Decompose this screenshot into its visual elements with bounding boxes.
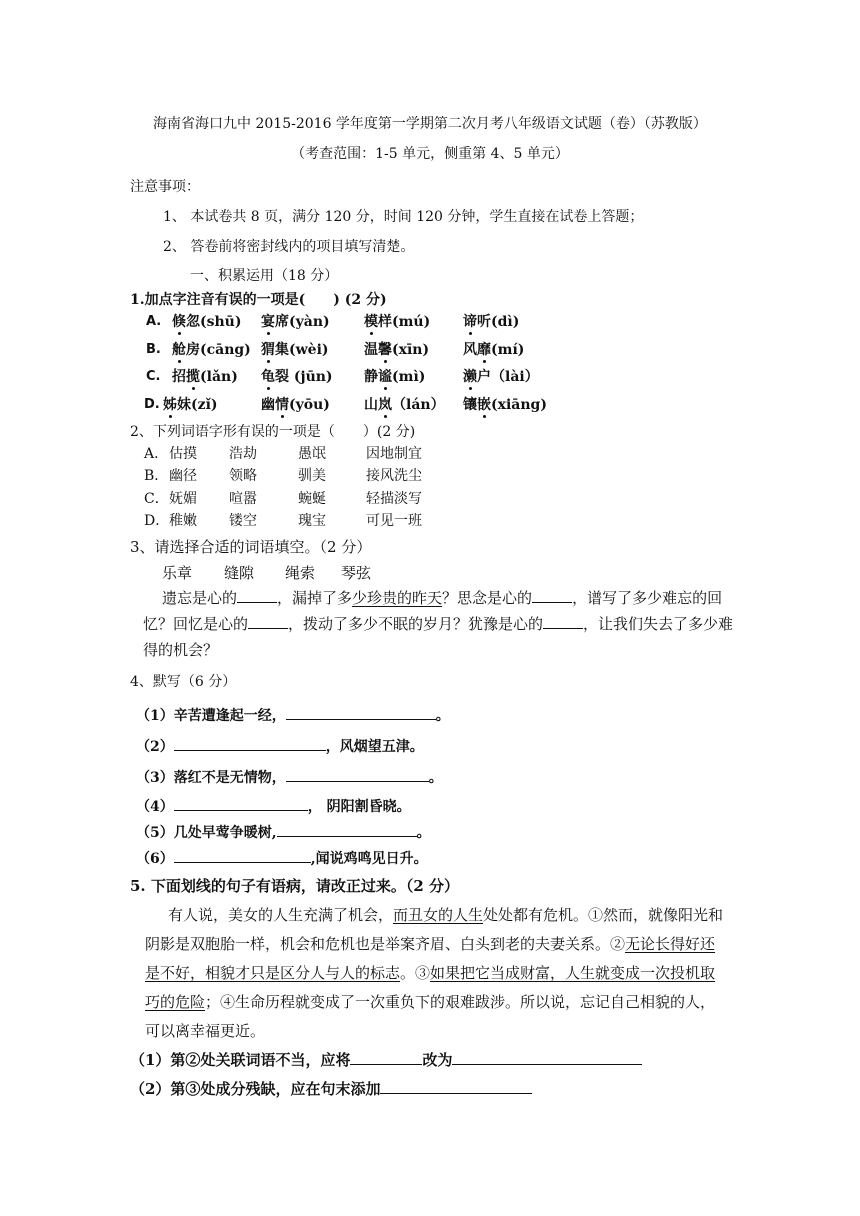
q1-word-text: (xiāng) bbox=[491, 397, 547, 413]
q1-word bbox=[463, 340, 524, 360]
q1-word-text: 风 bbox=[463, 342, 477, 358]
q2-word: 领略 bbox=[229, 468, 257, 484]
q3-text: ，漏掉了多 bbox=[277, 589, 353, 607]
q1-word-text: 忽(shū) bbox=[186, 314, 242, 330]
q1-word bbox=[364, 312, 430, 332]
q3-option-word: 琴弦 bbox=[341, 564, 372, 582]
q5-stem: 5. 下面划线的句子有语病，请改正过来。（2 分） bbox=[130, 877, 460, 895]
notes-item-2: 2、 答卷前将密封线内的项目填写清楚。 bbox=[163, 239, 415, 255]
q5-passage-line-4 bbox=[145, 990, 715, 1014]
answer-blank-replacement[interactable] bbox=[452, 1050, 642, 1065]
answer-blank-addition[interactable] bbox=[380, 1079, 532, 1094]
q1-dotted-char: 模 bbox=[364, 314, 378, 330]
dictation-blank[interactable] bbox=[174, 848, 311, 863]
notes-heading: 注意事项： bbox=[130, 179, 200, 195]
q5-text: 。③ bbox=[400, 964, 431, 982]
q1-word bbox=[163, 395, 218, 415]
q4-given-text: 。 bbox=[428, 770, 443, 786]
q1-dotted-char: 姊 bbox=[163, 397, 177, 413]
q3-option-word: 缝隙 bbox=[224, 564, 255, 582]
q4-given-text: 几处早莺争暖树, bbox=[173, 825, 277, 841]
q2-stem: 2、下列词语字形有误的一项是（ ）(2 分) bbox=[130, 424, 416, 440]
q4-given-text: 。 bbox=[416, 825, 431, 841]
dictation-blank[interactable] bbox=[174, 736, 326, 751]
q3-text: ，谱写了多少难忘的回 bbox=[572, 589, 723, 607]
q2-option-label: B． bbox=[144, 468, 169, 484]
q1-dotted-char: 濑 bbox=[463, 369, 477, 385]
q4-line bbox=[136, 848, 428, 869]
q4-line bbox=[136, 796, 411, 817]
q4-number: （3） bbox=[136, 770, 174, 786]
q2-word: 因地制宜 bbox=[366, 446, 422, 462]
q4-stem: 4、默写（6 分） bbox=[130, 674, 237, 690]
q2-word: 幽径 bbox=[169, 468, 197, 484]
q2-word: 估摸 bbox=[169, 446, 197, 462]
q5-underlined-text: 而丑女的人生 bbox=[393, 906, 484, 924]
q4-line bbox=[136, 736, 424, 757]
q3-paragraph-line-3: 得的机会？ bbox=[143, 641, 219, 659]
fill-blank-1[interactable] bbox=[237, 588, 277, 603]
q2-word: 瑰宝 bbox=[298, 513, 326, 529]
q2-word: 接风洗尘 bbox=[366, 468, 422, 484]
q1-word bbox=[261, 367, 333, 387]
q5-passage-line-1 bbox=[168, 903, 723, 927]
q1-option-label: C. bbox=[146, 369, 161, 384]
q1-word-text: 样(mú) bbox=[378, 314, 431, 330]
q1-dotted-char: 嵌 bbox=[477, 397, 491, 413]
q2-option-label: C． bbox=[144, 491, 169, 507]
q2-option-label: A． bbox=[144, 446, 169, 462]
q1-stem: 1.加点字注音有误的一项是( ) (2 分) bbox=[130, 292, 387, 308]
q1-word bbox=[172, 312, 242, 332]
q4-number: （6） bbox=[136, 851, 174, 867]
q5-text: 处处都有危机。①然而，就像阳光和 bbox=[483, 906, 724, 924]
q2-word: 喧嚣 bbox=[229, 491, 257, 507]
q2-option-label: D． bbox=[144, 513, 170, 529]
q3-text: 忆？回忆是心的 bbox=[143, 615, 249, 633]
q5-sub-text: （2）第③处成分残缺，应在句末添加 bbox=[130, 1080, 381, 1098]
q4-given-text: 落红不是无情物， bbox=[173, 770, 286, 786]
q5-underlined-text: 是不好，相貌才只是区分人与人的标志 bbox=[145, 964, 401, 982]
q4-number: （1） bbox=[136, 708, 174, 724]
dictation-blank[interactable] bbox=[286, 767, 429, 782]
q1-dotted-char: 馨 bbox=[378, 342, 392, 358]
q1-word-text: 妹(zǐ) bbox=[177, 397, 218, 413]
q1-word-text: 听(dì) bbox=[477, 314, 520, 330]
q4-line bbox=[136, 767, 443, 788]
section-heading: 一、积累运用（18 分） bbox=[190, 268, 339, 284]
q4-given-text: ，风烟望五津。 bbox=[325, 739, 424, 755]
q3-text: 遗忘是心的 bbox=[162, 589, 238, 607]
q3-option-word: 乐章 bbox=[162, 564, 193, 582]
q1-dotted-char: 谧 bbox=[378, 369, 392, 385]
q2-word: 妩媚 bbox=[169, 491, 197, 507]
q1-word-text: (yōu) bbox=[289, 397, 330, 413]
q5-sub-1 bbox=[130, 1050, 642, 1070]
q1-word-text: 集(wèi) bbox=[275, 342, 329, 358]
q1-dotted-char: 揽 bbox=[186, 369, 200, 385]
q1-dotted-char: 猬 bbox=[261, 342, 275, 358]
q1-option-label: A. bbox=[146, 314, 162, 329]
dictation-blank[interactable] bbox=[174, 796, 308, 811]
q1-option-label: D. bbox=[144, 397, 160, 412]
q1-word-text: 席(yàn) bbox=[275, 314, 330, 330]
q2-word: 蜿蜒 bbox=[298, 491, 326, 507]
fill-blank-4[interactable] bbox=[543, 614, 583, 629]
q2-word: 稚嫩 bbox=[169, 513, 197, 529]
q2-word: 镂空 bbox=[229, 513, 257, 529]
q1-word bbox=[172, 340, 251, 360]
q5-underlined-text: 巧的危险 bbox=[145, 993, 206, 1011]
notes-item-1: 1、 本试卷共 8 页，满分 120 分，时间 120 分钟，学生直接在试卷上答题； bbox=[163, 209, 644, 225]
q1-word bbox=[463, 395, 547, 415]
q5-passage-line-5: 可以离幸福更近。 bbox=[145, 1022, 266, 1040]
q1-dotted-char: 宴 bbox=[261, 314, 275, 330]
q3-underlined-text: 少珍贵的昨天 bbox=[352, 589, 443, 607]
q1-option-label: B. bbox=[146, 342, 161, 357]
q3-text: ，让我们失去了多少难 bbox=[583, 615, 734, 633]
q4-line bbox=[136, 705, 450, 726]
q1-word bbox=[261, 312, 330, 332]
q5-sub-2 bbox=[130, 1079, 532, 1099]
q1-word-text: (mì) bbox=[392, 369, 426, 385]
q5-sub-text: 改为 bbox=[422, 1051, 453, 1069]
q4-number: （2） bbox=[136, 739, 174, 755]
q5-text: 阴影是双胞胎一样，机会和危机也是举案齐眉、白头到老的夫妻关系。② bbox=[145, 935, 626, 953]
q1-word-text: (mí) bbox=[491, 342, 525, 358]
q1-word-text: 镶 bbox=[463, 397, 477, 413]
q5-passage-line-2 bbox=[145, 932, 715, 956]
q1-dotted-char: 舱 bbox=[172, 342, 186, 358]
q3-option-word: 绳索 bbox=[285, 564, 316, 582]
q2-word: 愚氓 bbox=[298, 446, 326, 462]
q1-word bbox=[364, 367, 425, 387]
q1-word-text: （lán） bbox=[392, 397, 445, 413]
q1-word bbox=[463, 312, 519, 332]
q1-word-text: (lǎn) bbox=[200, 369, 238, 385]
q1-word bbox=[364, 395, 445, 415]
q1-dotted-char: 谛 bbox=[463, 314, 477, 330]
q3-text: ？思念是心的 bbox=[442, 589, 533, 607]
q1-word-text: 招 bbox=[172, 369, 186, 385]
q1-word bbox=[261, 340, 329, 360]
q1-dotted-char: 岚 bbox=[378, 397, 392, 413]
q4-line bbox=[136, 822, 431, 843]
answer-blank-original[interactable] bbox=[350, 1050, 422, 1065]
fill-blank-2[interactable] bbox=[532, 588, 572, 603]
exam-scope: （考查范围：1-5 单元，侧重第 4、5 单元） bbox=[291, 146, 569, 162]
q5-text: 有人说，美女的人生充满了机会， bbox=[168, 906, 394, 924]
q1-word-text: 山 bbox=[364, 397, 378, 413]
q5-text: ；④生命历程就变成了一次重负下的艰难跋涉。所以说，忘记自己相貌的人， bbox=[205, 993, 716, 1011]
q4-given-text: 。 bbox=[435, 708, 450, 724]
q1-dotted-char: 倏 bbox=[172, 314, 186, 330]
dictation-blank[interactable] bbox=[286, 705, 436, 720]
q1-word bbox=[463, 367, 539, 387]
q1-word bbox=[364, 340, 429, 360]
q5-underlined-text: 无论长得好还 bbox=[625, 935, 716, 953]
q5-passage-line-3 bbox=[145, 961, 715, 985]
q4-number: （5） bbox=[136, 825, 174, 841]
q1-word bbox=[261, 395, 330, 415]
q1-word-text: 静 bbox=[364, 369, 378, 385]
q3-paragraph-line-2 bbox=[143, 614, 733, 634]
q5-underlined-text: 如果把它当成财富，人生就变成一次投机取 bbox=[430, 964, 716, 982]
q1-word-text: 房(cāng) bbox=[186, 342, 251, 358]
q4-number: （4） bbox=[136, 799, 174, 815]
dictation-blank[interactable] bbox=[277, 822, 417, 837]
q2-word: 轻描淡写 bbox=[366, 491, 422, 507]
exam-title: 海南省海口九中 2015-2016 学年度第一学期第二次月考八年级语文试题（卷）（苏教版） bbox=[153, 116, 707, 132]
q3-stem: 3、请选择合适的词语填空。（2 分） bbox=[130, 538, 372, 556]
q1-word-text: 温 bbox=[364, 342, 378, 358]
q1-word-text: (xīn) bbox=[392, 342, 430, 358]
q2-word: 可见一班 bbox=[366, 513, 422, 529]
q3-text: ，拨动了多少不眠的岁月？犹豫是心的 bbox=[288, 615, 544, 633]
q1-word bbox=[172, 367, 238, 387]
q5-sub-text: （1）第②处关联词语不当，应将 bbox=[130, 1051, 351, 1069]
q2-word: 浩劫 bbox=[229, 446, 257, 462]
q3-paragraph-line-1 bbox=[162, 588, 722, 608]
q1-word-text: 幽 bbox=[261, 397, 275, 413]
q1-word-text: 户（lài） bbox=[477, 369, 539, 385]
fill-blank-3[interactable] bbox=[248, 614, 288, 629]
q4-given-text: ,闻说鸡鸣见日升。 bbox=[310, 851, 428, 867]
q1-dotted-char: 情 bbox=[275, 397, 289, 413]
q1-word-text: 裂 (jūn) bbox=[275, 369, 333, 385]
q1-dotted-char: 龟 bbox=[261, 369, 275, 385]
q4-given-text: 辛苦遭逢起一经， bbox=[173, 708, 286, 724]
q2-word: 驯美 bbox=[298, 468, 326, 484]
q4-given-text: ， 阴阳割昏晓。 bbox=[307, 799, 411, 815]
q1-dotted-char: 靡 bbox=[477, 342, 491, 358]
